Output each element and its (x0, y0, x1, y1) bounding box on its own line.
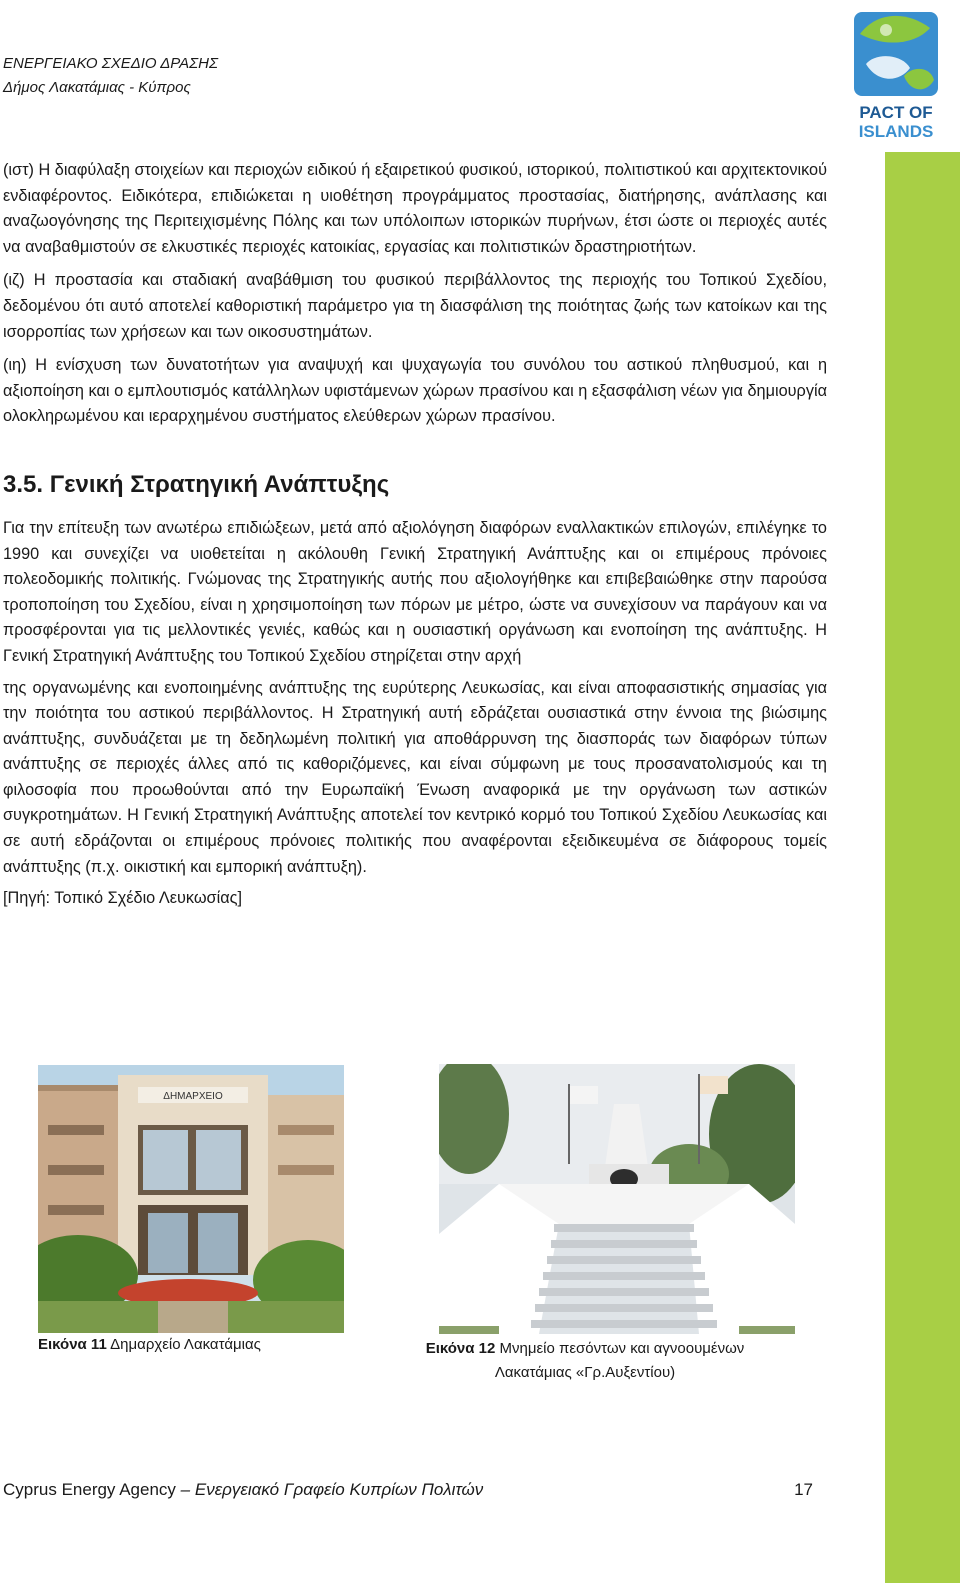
side-green-bar (885, 152, 960, 1583)
header-subtitle: Δήμος Λακατάμιας - Κύπρος (3, 79, 191, 96)
figure-11-text: Δημαρχείο Λακατάμιας (110, 1336, 261, 1353)
section-title: 3.5. Γενική Στρατηγική Ανάπτυξης (3, 470, 390, 498)
town-hall-sign: ΔΗΜΑΡΧΕΙΟ (163, 1091, 223, 1102)
figure-12-text-line2: Λακατάμιας «Γρ.Αυξεντίου) (494, 1364, 676, 1381)
page-footer (3, 1480, 813, 1500)
footer-subtitle: Ενεργειακό Γραφείο Κυπρίων Πολιτών (194, 1480, 484, 1499)
figure-12-text: Μνημείο πεσόντων και αγνοουμένων (499, 1340, 745, 1357)
paragraph-ist: (ιστ) Η διαφύλαξη στοιχείων και περιοχών ειδικού ή εξαιρετικού φυσικού, ιστορικού, πολιτιστικού και αρχιτεκτονικού ενδιαφέροντος. Ειδικότερα, επιδιώκεται η υιοθέτηση προγράμματος προστασίας, διατήρησης, ανάπλασης και αναζωογόνησης της Περιτειχισμένης Πόλης και των υπόλοιπων ιστορικών πυρήνων, έτσι ώστε οι περιοχές αυτές να αναβαθμιστούν σε ελκυστικές περιοχές κατοικίας, εργασίας και πολιτιστικών δραστηριοτήτων. (3, 161, 827, 256)
paragraph-iz: (ιζ) Η προστασία και σταδιακή αναβάθμιση του φυσικού περιβάλλοντος της περιοχής του Τοπικού Σχεδίου, δεδομένου ότι αυτό αποτελεί καθοριστική παράμετρο για τη διασφάλιση της ποιότητας ζωής των κατοίκων και της ισορροπίας των χρήσεων και των οικοσυστημάτων. (3, 271, 827, 341)
paragraph-strategy-intro: Για την επίτευξη των ανωτέρω επιδιώξεων, μετά από αξιολόγηση διαφόρων εναλλακτικών επιλογών, επιλέγηκε το 1990 και συνεχίζει να υιοθετείται η ακόλουθη Γενική Στρατηγική Ανάπτυξης και οι επιμέρους πρόνοιες πολεοδομικής πολιτικής. Γνώμονας της Στρατηγικής αυτής που αξιολογήθηκε και επιβεβαιώθηκε στην παρούσα τροποποίηση του Σχεδίου, είναι η χρησιμοποίηση των πόρων με μέτρο, ώστε να συνεχίσουν να παράγουν και να προσφέρονται για τις μελλοντικές γενιές, καθώς και η ουσιαστική οργάνωση και ενοποίηση της ανάπτυξης. Η Γενική Στρατηγική Ανάπτυξης του Τοπικού Σχεδίου στηρίζεται στην αρχή (3, 518, 827, 665)
pact-of-islands-logo (846, 4, 946, 140)
main-content (3, 158, 827, 920)
logo-line1: PACT OF (859, 103, 933, 122)
paragraph-ih: (ιη) Η ενίσχυση των δυνατοτήτων για αναψυχή και ψυχαγωγία του συνόλου του αστικού πληθυσμού, και η αξιοποίηση και ο εμπλουτισμός κατάλληλων υφιστάμενων χώρων πρασίνου και η εξασφάλιση νέων για δημιουργία ολοκληρωμένου και ιεραρχημένου συστήματος ελεύθερων χώρων πρασίνου. (3, 356, 827, 426)
figure-12-caption (400, 1337, 770, 1385)
figure-11-label: Εικόνα 11 (38, 1336, 107, 1353)
page-number: 17 (794, 1480, 813, 1499)
logo-line2: ISLANDS (858, 122, 934, 140)
figure-12-label: Εικόνα 12 (425, 1340, 496, 1357)
footer-org: Cyprus Energy Agency (3, 1480, 176, 1499)
header-title: ΕΝΕΡΓΕΙΑΚΟ ΣΧΕΔΙΟ ΔΡΑΣΗΣ (3, 55, 218, 72)
figure-11-caption (38, 1333, 358, 1357)
footer-dash: – (180, 1480, 191, 1499)
paragraph-strategy-body: της οργανωμένης και ενοποιημένης ανάπτυξης της ευρύτερης Λευκωσίας, και είναι αποφασιστικής σημασίας για την ποιότητα του αστικού περιβάλλοντος. Η Στρατηγική αυτή εδράζεται ουσιαστικά στην έννοια της βιώσιμης ανάπτυξης, συνδυάζεται με τη δεδηλωμένη πολιτική για αποθάρρυνση της διασποράς των διαφόρων τύπων ανάπτυξης σε περιοχές άλλες από τις καθοριζόμενες, και είναι σύμφωνη με τους προσανατολισμούς και τη φιλοσοφία που προωθούνται από την Ευρωπαϊκή Ένωση αναφορικά με την οργάνωση των αστικών συγκροτημάτων. Η Γενική Στρατηγική Ανάπτυξης αποτελεί τον κεντρικό κορμό του Τοπικού Σχεδίου Λευκωσίας και σε αυτή εδράζονται οι επιμέρους πρόνοιες πολιτικής που αναφέρονται εξειδικευμένα σε διάφορους τομείς ανάπτυξης (π.χ. οικιστική και εμπορική ανάπτυξη). (3, 678, 827, 876)
source-note: [Πηγή: Τοπικό Σχέδιο Λευκωσίας] (3, 889, 243, 908)
town-hall-photo (38, 1065, 344, 1333)
document-header (3, 52, 218, 100)
memorial-photo (439, 1064, 795, 1334)
